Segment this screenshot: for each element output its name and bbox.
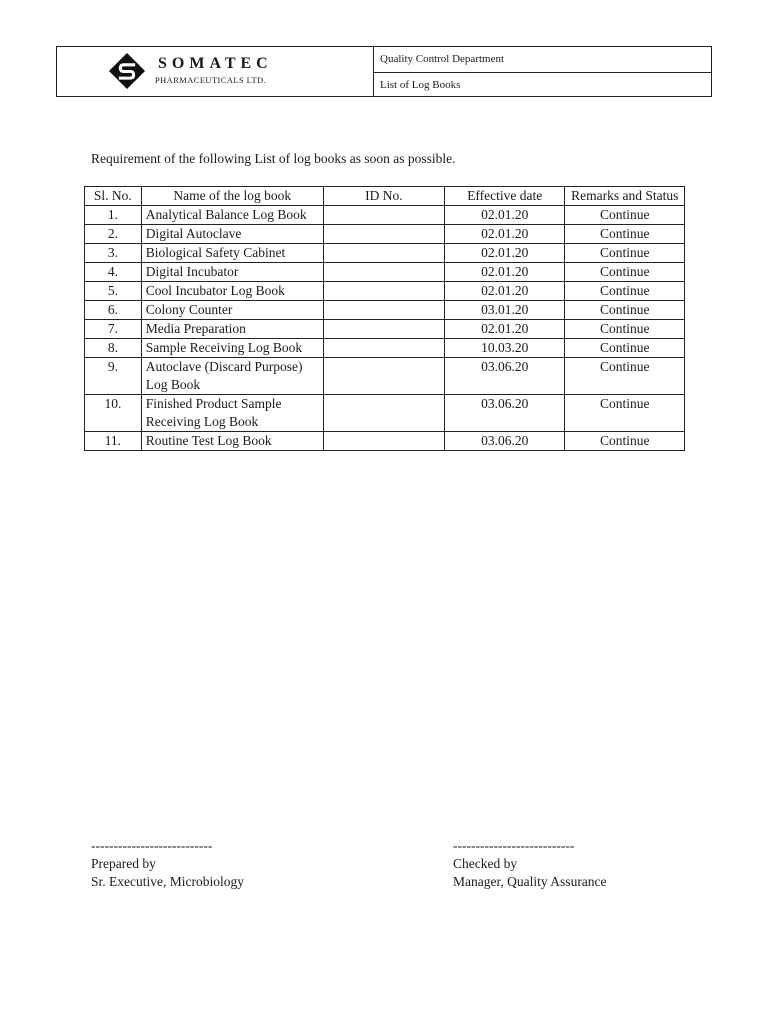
row-remarks: Continue [565, 339, 685, 358]
row-id-no [323, 432, 444, 451]
checked-by-label: Checked by [453, 856, 518, 871]
row-log-book-name: Media Preparation [141, 320, 323, 339]
signature-line: --------------------------- [91, 838, 213, 853]
header-log-book-name: Name of the log book [141, 187, 323, 206]
row-id-no [323, 225, 444, 244]
row-id-no [323, 244, 444, 263]
row-sl-no: 7. [85, 320, 142, 339]
logo-cell [57, 47, 374, 96]
row-sl-no: 6. [85, 301, 142, 320]
row-id-no [323, 206, 444, 225]
header-sl-no: Sl. No. [85, 187, 142, 206]
row-effective-date: 02.01.20 [445, 206, 565, 225]
row-sl-no: 1. [85, 206, 142, 225]
header-remarks-status: Remarks and Status [565, 187, 685, 206]
row-remarks: Continue [565, 263, 685, 282]
row-sl-no: 11. [85, 432, 142, 451]
document-header [56, 46, 712, 97]
row-id-no [323, 320, 444, 339]
table-row [85, 282, 685, 301]
brand-subtitle: PHARMACEUTICALS LTD. [155, 75, 267, 85]
department-name: Quality Control Department [374, 47, 711, 73]
brand-name: SOMATEC [158, 55, 273, 72]
row-log-book-name: Digital Autoclave [141, 225, 323, 244]
log-book-table [84, 186, 685, 451]
table-row [85, 320, 685, 339]
row-sl-no: 5. [85, 282, 142, 301]
signature-line: --------------------------- [453, 838, 575, 853]
row-effective-date: 02.01.20 [445, 320, 565, 339]
table-row [85, 395, 685, 432]
row-effective-date: 10.03.20 [445, 339, 565, 358]
row-id-no [323, 282, 444, 301]
row-effective-date: 03.01.20 [445, 301, 565, 320]
row-effective-date: 02.01.20 [445, 263, 565, 282]
checked-by-signature [453, 837, 607, 891]
row-log-book-name: Colony Counter [141, 301, 323, 320]
row-log-book-name: Finished Product Sample Receiving Log Book [141, 395, 323, 432]
row-log-book-name: Biological Safety Cabinet [141, 244, 323, 263]
row-sl-no: 4. [85, 263, 142, 282]
row-log-book-name: Analytical Balance Log Book [141, 206, 323, 225]
row-id-no [323, 339, 444, 358]
somatec-logo-icon [108, 52, 146, 90]
row-effective-date: 02.01.20 [445, 244, 565, 263]
row-log-book-name: Cool Incubator Log Book [141, 282, 323, 301]
row-effective-date: 03.06.20 [445, 358, 565, 395]
table-header-row [85, 187, 685, 206]
row-effective-date: 02.01.20 [445, 225, 565, 244]
header-effective-date: Effective date [445, 187, 565, 206]
prepared-by-role: Sr. Executive, Microbiology [91, 874, 244, 889]
row-remarks: Continue [565, 320, 685, 339]
row-effective-date: 03.06.20 [445, 432, 565, 451]
table-row [85, 432, 685, 451]
prepared-by-label: Prepared by [91, 856, 156, 871]
row-sl-no: 2. [85, 225, 142, 244]
row-sl-no: 3. [85, 244, 142, 263]
table-row [85, 225, 685, 244]
row-log-book-name: Digital Incubator [141, 263, 323, 282]
header-id-no: ID No. [323, 187, 444, 206]
row-log-book-name: Routine Test Log Book [141, 432, 323, 451]
row-sl-no: 8. [85, 339, 142, 358]
row-remarks: Continue [565, 244, 685, 263]
table-row [85, 339, 685, 358]
row-id-no [323, 395, 444, 432]
row-id-no [323, 301, 444, 320]
intro-text: Requirement of the following List of log books as soon as possible. [91, 151, 456, 166]
row-remarks: Continue [565, 432, 685, 451]
prepared-by-signature [91, 837, 244, 891]
table-row [85, 244, 685, 263]
row-effective-date: 03.06.20 [445, 395, 565, 432]
row-id-no [323, 263, 444, 282]
row-remarks: Continue [565, 358, 685, 395]
row-remarks: Continue [565, 225, 685, 244]
row-remarks: Continue [565, 282, 685, 301]
row-sl-no: 9. [85, 358, 142, 395]
table-row [85, 301, 685, 320]
document-title: List of Log Books [380, 79, 461, 91]
row-log-book-name: Sample Receiving Log Book [141, 339, 323, 358]
table-row [85, 358, 685, 395]
row-id-no [323, 358, 444, 395]
table-row [85, 263, 685, 282]
row-remarks: Continue [565, 301, 685, 320]
row-remarks: Continue [565, 206, 685, 225]
checked-by-role: Manager, Quality Assurance [453, 874, 607, 889]
row-log-book-name: Autoclave (Discard Purpose) Log Book [141, 358, 323, 395]
department-cell [374, 47, 711, 96]
row-sl-no: 10. [85, 395, 142, 432]
table-row [85, 206, 685, 225]
row-remarks: Continue [565, 395, 685, 432]
row-effective-date: 02.01.20 [445, 282, 565, 301]
